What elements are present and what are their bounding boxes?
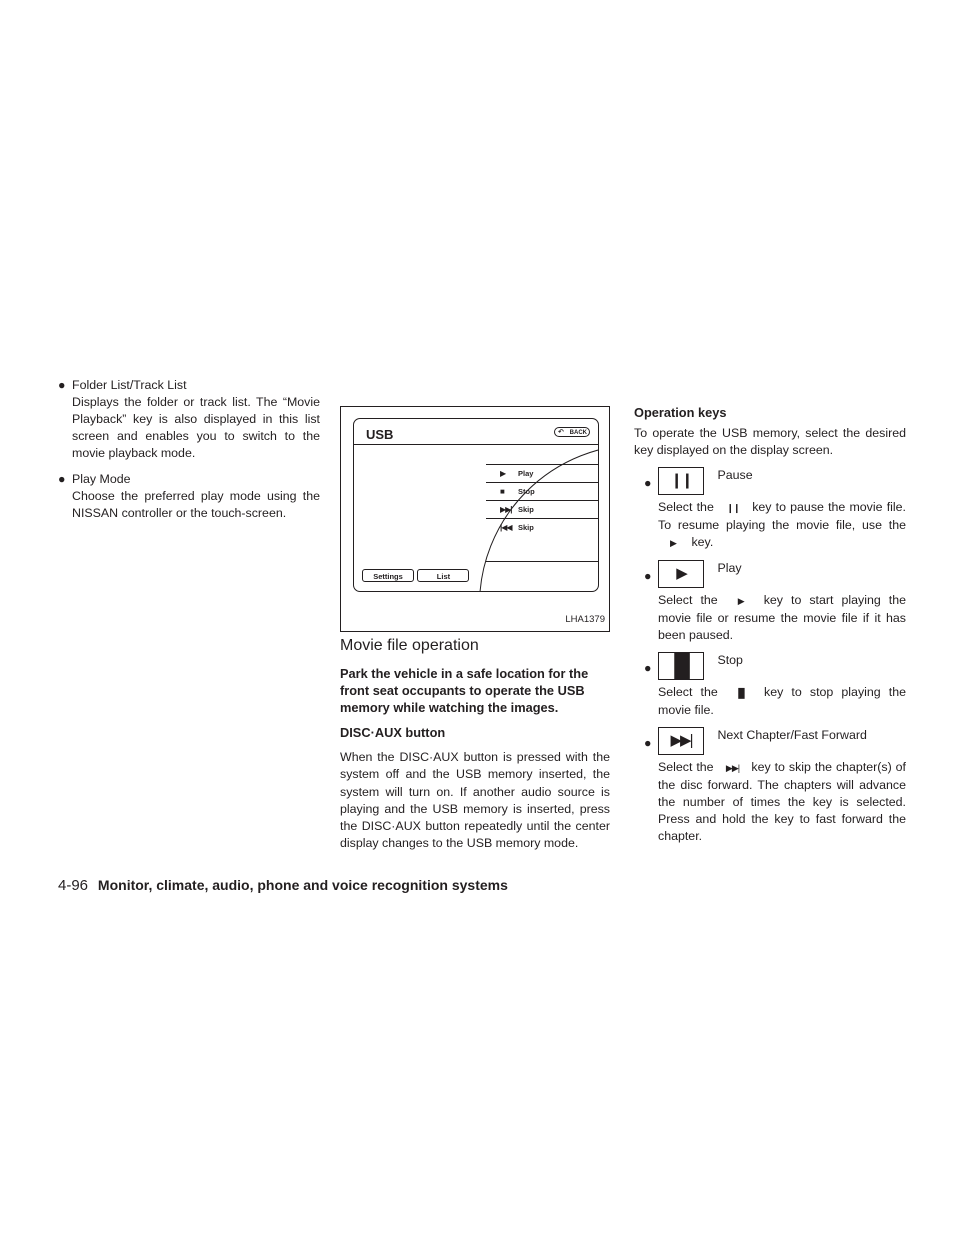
desc-text: key to pause the movie file. To resume playing the movie file, use the — [658, 500, 906, 532]
key-name: Pause — [717, 468, 753, 482]
key-description — [658, 759, 906, 845]
bullet-play-mode — [58, 471, 320, 522]
bullet-body: Choose the preferred play mode using the NISSAN controller or the touch-screen. — [72, 489, 320, 520]
figure-code: LHA1379 — [565, 614, 605, 625]
menu-item-label: Play — [518, 469, 534, 478]
key-description — [658, 499, 906, 552]
bullet-dot: ● — [58, 472, 66, 486]
desc-text: Select the — [658, 685, 718, 699]
operation-keys-intro: To operate the USB memory, select the desired key displayed on the display screen. — [634, 426, 906, 457]
next-chapter-icon: ▶▶| — [658, 727, 704, 755]
back-button[interactable] — [554, 427, 590, 437]
settings-button[interactable]: Settings — [362, 569, 414, 582]
usb-screen-figure — [340, 406, 610, 632]
key-stop — [634, 652, 906, 719]
key-next-chapter — [634, 727, 906, 845]
page-footer — [58, 877, 508, 894]
page-number: 4-96 — [58, 877, 89, 894]
warning-text: Park the vehicle in a safe location for the front seat occupants to operate the USB memory while watching the images. — [340, 666, 589, 715]
body-text: When the DISC·AUX button is pressed with the system off and the USB memory inserted, the system will turn on. If another audio source is playing and the USB memory is inserted, press the DISC·AUX button repeatedly until the center display changes to the USB memory mode. — [340, 750, 610, 851]
back-label: BACK — [569, 430, 587, 436]
menu-item-stop[interactable] — [486, 482, 598, 500]
menu-item-skip-back[interactable] — [486, 518, 598, 562]
bullet-dot: ● — [58, 378, 66, 392]
middle-column — [340, 636, 610, 853]
right-column — [634, 404, 906, 853]
return-arrow-icon: ↶ — [558, 429, 564, 436]
operation-keys-heading: Operation keys — [634, 405, 727, 420]
pause-icon: ❙❙ — [658, 467, 704, 495]
subheading: DISC·AUX button — [340, 725, 446, 740]
menu-item-label: Stop — [518, 487, 535, 496]
key-name: Next Chapter/Fast Forward — [717, 728, 867, 742]
skip-back-icon: |◀◀ — [500, 523, 512, 532]
stop-icon: ■ — [500, 487, 504, 496]
bottom-buttons — [362, 569, 469, 586]
menu-item-skip-forward[interactable] — [486, 500, 598, 518]
desc-text: key to start playing the movie file or resume the movie file if it has been paused. — [658, 593, 906, 642]
left-column — [58, 377, 320, 531]
header-divider — [354, 444, 598, 445]
bullet-title: Play Mode — [72, 472, 131, 486]
key-name: Stop — [717, 653, 743, 667]
menu-item-label: Skip — [518, 505, 534, 514]
desc-text: key to stop playing the movie file. — [658, 685, 907, 717]
play-icon: ▶ — [500, 469, 506, 478]
desc-text: Select the — [658, 593, 718, 607]
stop-icon: █ — [738, 688, 744, 698]
pause-icon: ❙❙ — [726, 503, 740, 513]
bullet-body: Displays the folder or track list. The “Movie Playback” key is also displayed in this list screen and enables you to switch to the movie playback mode. — [72, 395, 320, 460]
play-icon: ▶ — [658, 560, 704, 588]
bullet-dot: ● — [644, 661, 652, 675]
desc-text: key. — [691, 535, 714, 549]
desc-text: Select the — [658, 760, 714, 774]
skip-forward-icon: ▶▶| — [500, 505, 512, 514]
playback-menu — [486, 464, 598, 562]
menu-item-label: Skip — [518, 523, 534, 532]
key-pause — [634, 467, 906, 552]
usb-screen — [353, 418, 599, 592]
bullet-title: Folder List/Track List — [72, 378, 187, 392]
key-play — [634, 560, 906, 644]
play-icon: ▶ — [737, 596, 744, 606]
key-name: Play — [717, 561, 742, 575]
play-icon: ▶ — [670, 538, 676, 548]
bullet-dot: ● — [644, 736, 652, 750]
desc-text: Select the — [658, 500, 714, 514]
key-description — [658, 592, 906, 644]
stop-icon: █ — [658, 652, 704, 680]
bullet-folder-list — [58, 377, 320, 462]
menu-item-play[interactable] — [486, 464, 598, 482]
key-description — [658, 684, 906, 719]
next-chapter-icon: ▶▶| — [725, 763, 740, 773]
bullet-dot: ● — [644, 569, 652, 583]
chapter-title: Monitor, climate, audio, phone and voice recognition systems — [97, 877, 508, 893]
desc-text: key to skip the chapter(s) of the disc forward. The chapters will advance the number of times the key is selected. Press and hold the key to fast forward the chapter. — [658, 760, 906, 843]
list-button[interactable]: List — [417, 569, 469, 582]
screen-title: USB — [366, 427, 394, 442]
section-title: Movie file operation — [340, 637, 479, 654]
bullet-dot: ● — [644, 476, 652, 490]
